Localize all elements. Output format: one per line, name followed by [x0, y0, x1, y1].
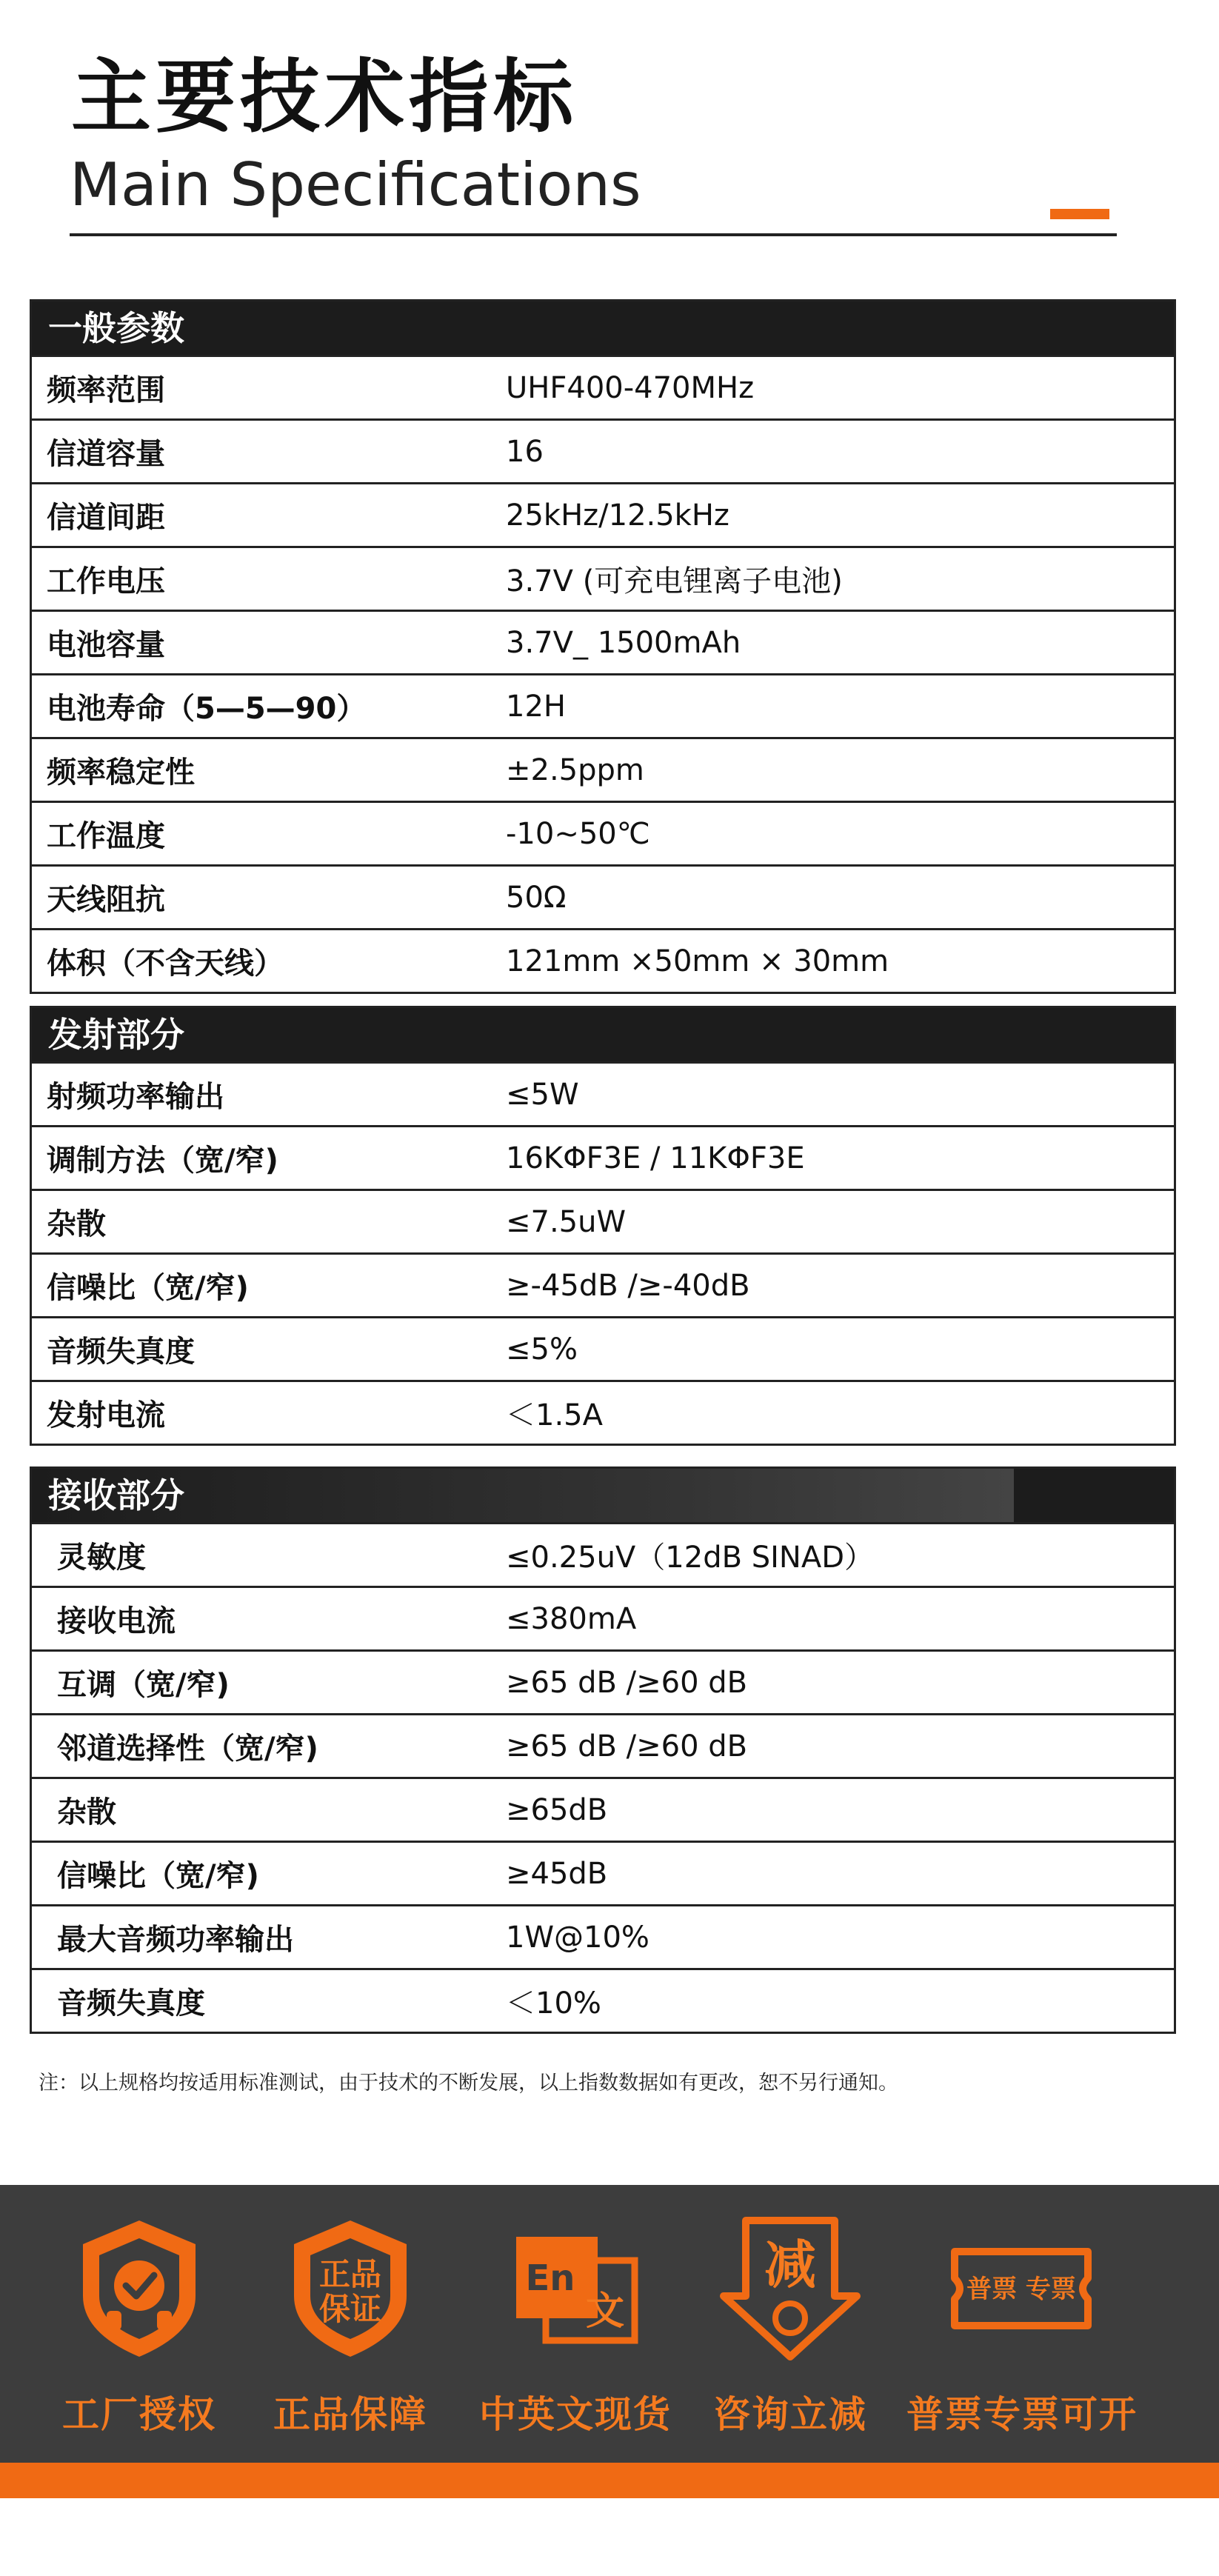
table-row — [32, 1189, 1174, 1252]
spec-value: ≤5% — [506, 1332, 578, 1367]
spec-value: ±2.5ppm — [506, 753, 644, 787]
table-row — [32, 1777, 1174, 1841]
spec-name: 信噪比（宽/窄) — [47, 1271, 249, 1305]
table-row — [32, 864, 1174, 928]
spec-value: ≥-45dB /≥-40dB — [506, 1268, 750, 1303]
spec-value: 12H — [506, 689, 566, 724]
spec-name: 信道容量 — [47, 437, 165, 471]
spec-name: 工作温度 — [47, 819, 165, 853]
spec-name: 信噪比（宽/窄) — [57, 1859, 259, 1893]
svg-text:保证: 保证 — [318, 2291, 382, 2327]
table-row — [32, 546, 1174, 610]
table-row — [32, 1968, 1174, 2032]
spec-value: ≥65dB — [506, 1792, 608, 1827]
table-row — [32, 1586, 1174, 1649]
spec-name: 发射电流 — [47, 1398, 165, 1432]
feature-label: 正品保障 — [273, 2393, 427, 2436]
table-row — [32, 1252, 1174, 1316]
spec-value: UHF400-470MHz — [506, 370, 755, 405]
feature-genuine-guarantee — [236, 2185, 465, 2463]
spec-name: 接收电流 — [57, 1604, 176, 1638]
spec-name: 音频失真度 — [57, 1986, 205, 2021]
spec-name: 频率稳定性 — [47, 755, 195, 790]
factory-authorization-icon — [65, 2215, 213, 2363]
feature-label: 咨询立减 — [713, 2393, 867, 2436]
spec-value: 3.7V_ 1500mAh — [506, 625, 741, 660]
feature-factory-authorization — [24, 2185, 254, 2463]
spec-section-transmit — [30, 1006, 1176, 1446]
spec-value: 3.7V (可充电锂离子电池) — [506, 564, 843, 598]
spec-value: -10~50℃ — [506, 816, 650, 851]
banner-accent-strip — [0, 2463, 1219, 2498]
spec-value: 25kHz/12.5kHz — [506, 498, 729, 533]
spec-value: ＜10% — [506, 1986, 601, 2021]
table-row — [32, 1061, 1174, 1125]
section-title: 接收部分 — [32, 1469, 1174, 1522]
spec-value: ≥45dB — [506, 1856, 608, 1891]
guarantee-banner — [0, 2185, 1219, 2463]
table-row — [32, 801, 1174, 864]
table-row — [32, 1713, 1174, 1777]
table-row — [32, 1316, 1174, 1380]
spec-value: 1W@10% — [506, 1920, 649, 1955]
spec-section-receive — [30, 1466, 1176, 2034]
section-title: 一般参数 — [32, 301, 1174, 355]
table-row — [32, 737, 1174, 801]
spec-section-general — [30, 299, 1176, 994]
section-title: 发射部分 — [32, 1008, 1174, 1061]
page-subtitle: Main Specifications — [70, 150, 641, 219]
invoice-icon — [940, 2215, 1103, 2363]
spec-value: ≥65 dB /≥60 dB — [506, 1729, 748, 1764]
spec-name: 射频功率输出 — [47, 1080, 224, 1114]
spec-name: 杂散 — [57, 1795, 116, 1829]
title-accent-bar — [1050, 209, 1109, 219]
table-row — [32, 1522, 1174, 1586]
spec-value: 121mm ×50mm × 30mm — [506, 944, 889, 978]
table-row — [32, 673, 1174, 737]
spec-name: 体积（不含天线） — [47, 947, 284, 981]
feature-label: 工厂授权 — [62, 2393, 216, 2436]
spec-value: 16 — [506, 434, 544, 469]
svg-text:正品: 正品 — [318, 2256, 382, 2292]
spec-name: 电池寿命（5—5—90） — [47, 692, 367, 726]
discount-consult-icon — [716, 2215, 864, 2363]
table-row — [32, 1649, 1174, 1713]
spec-value: 16KΦF3E / 11KΦF3E — [506, 1141, 805, 1175]
table-row — [32, 610, 1174, 673]
footnote: 注：以上规格均按适用标准测试，由于技术的不断发展，以上指数数据如有更改，恕不另行通知。 — [39, 2072, 898, 2095]
spec-value: ＜1.5A — [506, 1398, 603, 1432]
table-row — [32, 1380, 1174, 1444]
spec-name: 调制方法（宽/窄) — [47, 1144, 278, 1178]
svg-text:减: 减 — [764, 2235, 816, 2295]
title-divider — [70, 233, 1117, 236]
spec-value: ≤7.5uW — [506, 1204, 627, 1239]
feature-label: 中英文现货 — [479, 2393, 672, 2436]
feature-bilingual-goods — [461, 2185, 690, 2463]
genuine-guarantee-icon — [276, 2215, 424, 2363]
svg-text:文: 文 — [585, 2289, 625, 2334]
feature-discount-consult — [675, 2185, 905, 2463]
table-row — [32, 1125, 1174, 1189]
spec-name: 电池容量 — [47, 628, 165, 662]
table-row — [32, 482, 1174, 546]
table-row — [32, 1904, 1174, 1968]
spec-name: 天线阻抗 — [47, 883, 165, 917]
spec-value: 50Ω — [506, 880, 567, 915]
spec-name: 工作电压 — [47, 564, 165, 598]
feature-invoice — [906, 2185, 1136, 2463]
feature-label: 普票专票可开 — [906, 2393, 1138, 2436]
spec-value: ≤5W — [506, 1077, 579, 1112]
spec-name: 频率范围 — [47, 373, 165, 407]
spec-value: ≤0.25uV（12dB SINAD） — [506, 1541, 875, 1575]
spec-value: ≤380mA — [506, 1601, 637, 1636]
spec-name: 灵敏度 — [57, 1541, 146, 1575]
spec-name: 邻道选择性（宽/窄) — [57, 1732, 318, 1766]
table-row — [32, 928, 1174, 992]
spec-name: 杂散 — [47, 1207, 106, 1241]
bilingual-goods-icon — [501, 2215, 649, 2363]
spec-name: 信道间距 — [47, 501, 165, 535]
svg-text:En: En — [525, 2258, 575, 2299]
table-row — [32, 1841, 1174, 1904]
spec-name: 音频失真度 — [47, 1335, 195, 1369]
spec-name: 最大音频功率输出 — [57, 1923, 294, 1957]
svg-text:普票 专票: 普票 专票 — [966, 2275, 1076, 2304]
page-title: 主要技术指标 — [71, 51, 578, 144]
spec-name: 互调（宽/窄) — [57, 1668, 230, 1702]
table-row — [32, 355, 1174, 418]
table-row — [32, 418, 1174, 482]
spec-value: ≥65 dB /≥60 dB — [506, 1665, 748, 1700]
